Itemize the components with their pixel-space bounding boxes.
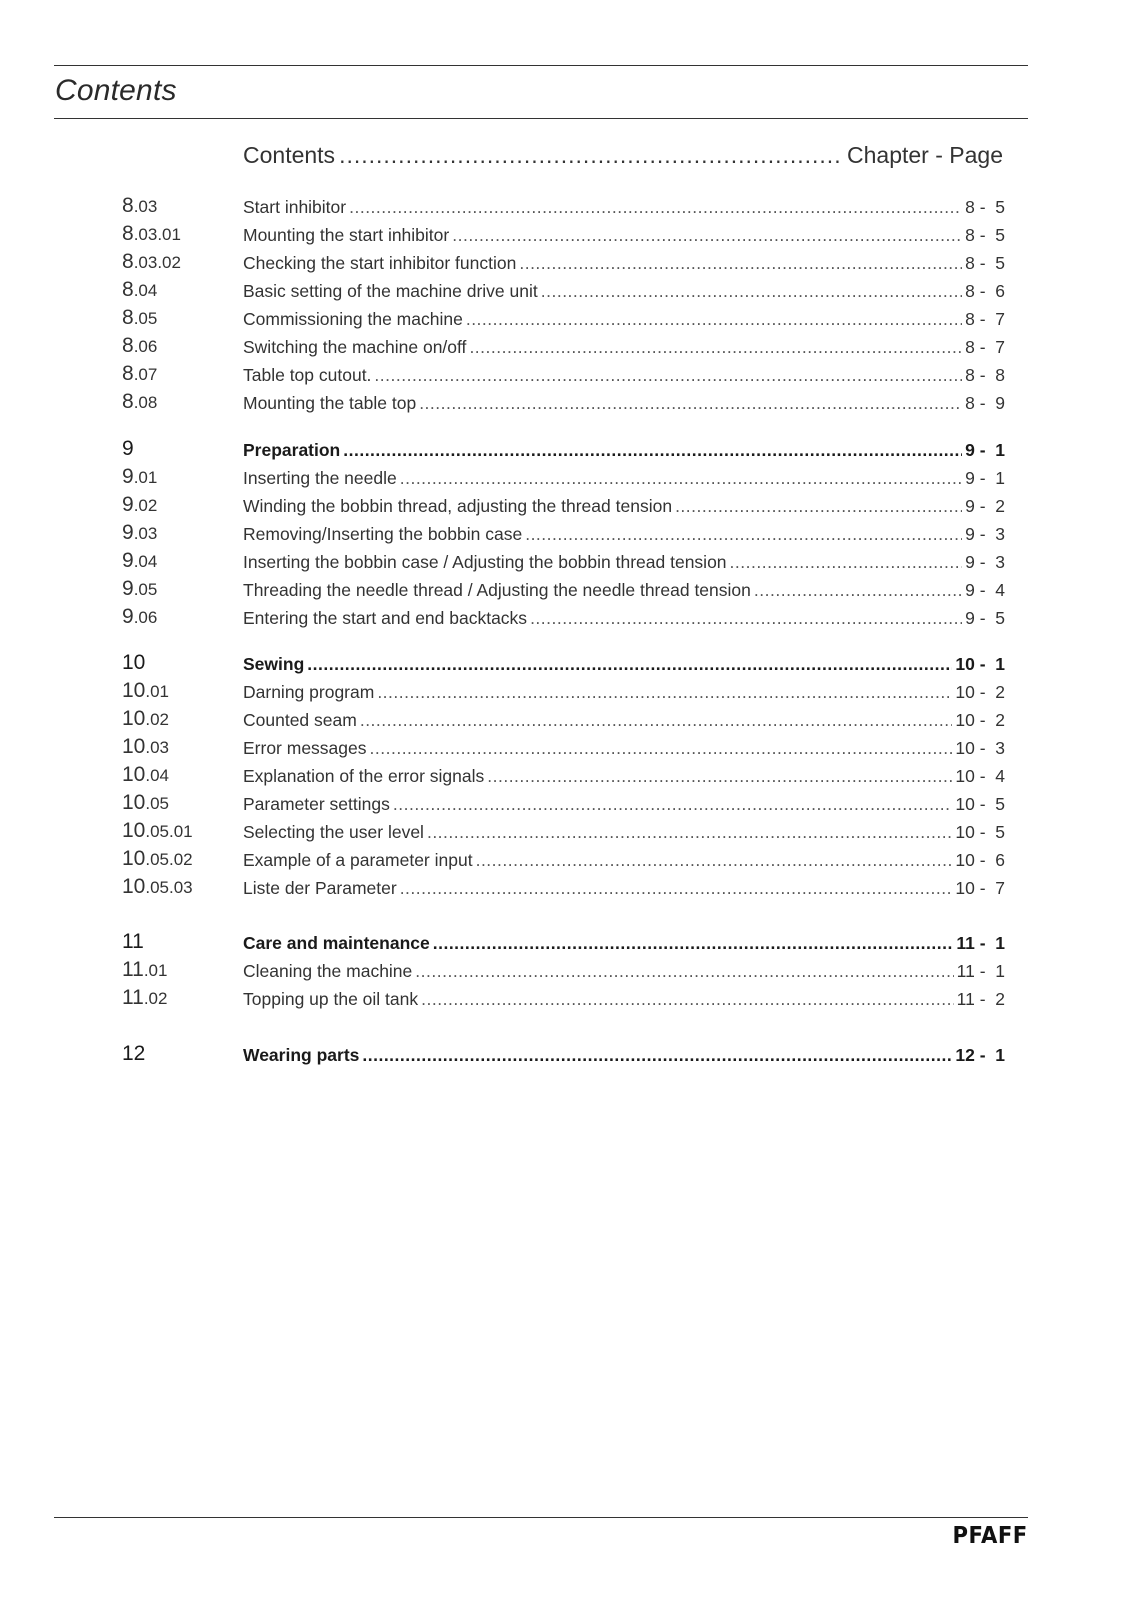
section-number (122, 605, 157, 629)
page-reference: 10 - 5 (955, 794, 1005, 814)
toc-entry (243, 961, 1005, 982)
section-number-major: 9 (122, 465, 134, 488)
section-number-minor: .04 (145, 766, 169, 785)
section-number-major: 8 (122, 362, 134, 385)
section-title: Counted seam (243, 710, 357, 730)
toc-entry (243, 468, 1005, 489)
section-number-major: 9 (122, 493, 134, 516)
toc-chapter-row[interactable] (0, 437, 1131, 463)
page-reference: 8 - 7 (965, 309, 1005, 329)
page-reference: 9 - 1 (965, 440, 1005, 460)
page-reference: 8 - 8 (965, 365, 1005, 385)
toc-row[interactable] (0, 222, 1131, 248)
toc-row[interactable] (0, 847, 1131, 873)
toc-heading-leader (339, 142, 843, 169)
toc-entry (243, 524, 1005, 545)
section-number (122, 521, 157, 545)
toc-row[interactable] (0, 679, 1131, 705)
toc-entry (243, 496, 1005, 517)
toc-row[interactable] (0, 819, 1131, 845)
toc-row[interactable] (0, 577, 1131, 603)
section-number-major: 9 (122, 605, 134, 628)
page-reference: 12 - 1 (955, 1045, 1005, 1065)
page-reference: 8 - 5 (965, 253, 1005, 273)
section-number (122, 390, 157, 414)
section-number-minor: .05 (133, 580, 158, 599)
section-number-minor: .08 (133, 393, 158, 412)
section-number (122, 306, 157, 330)
toc-entry (243, 989, 1005, 1010)
section-title: Error messages (243, 738, 367, 758)
section-number (122, 763, 169, 787)
section-number-major: 10 (122, 679, 146, 702)
dot-leader (400, 878, 953, 899)
dot-leader (487, 766, 952, 787)
section-title: Cleaning the machine (243, 961, 413, 981)
toc-entry (243, 738, 1005, 759)
top-rule (54, 65, 1028, 66)
section-number-major: 10 (122, 735, 146, 758)
dot-leader (519, 253, 962, 274)
toc-entry (243, 393, 1005, 414)
section-number-major: 10 (122, 791, 146, 814)
toc-entry (243, 253, 1005, 274)
dot-leader (370, 738, 953, 759)
section-title: Switching the machine on/off (243, 337, 467, 357)
section-number-major: 10 (122, 875, 146, 898)
dot-leader (349, 197, 962, 218)
dot-leader (530, 608, 962, 629)
section-number (122, 437, 134, 461)
section-number-major: 11 (122, 986, 144, 1009)
section-number-minor: .01 (133, 468, 158, 487)
toc-row[interactable] (0, 707, 1131, 733)
toc-row[interactable] (0, 791, 1131, 817)
toc-entry (243, 440, 1005, 461)
section-title: Topping up the oil tank (243, 989, 419, 1009)
section-number-minor: .03.02 (133, 253, 181, 272)
dot-leader (427, 822, 952, 843)
section-number-minor: .02 (145, 710, 169, 729)
dot-leader (421, 989, 954, 1010)
page-reference: 11 - 1 (956, 933, 1005, 953)
dot-leader (307, 654, 952, 675)
section-number (122, 819, 193, 843)
dot-leader (469, 337, 962, 358)
dot-leader (476, 850, 953, 871)
page-reference: 11 - 1 (956, 961, 1005, 981)
toc-entry (243, 197, 1005, 218)
page-reference: 9 - 2 (965, 496, 1005, 516)
title-rule (54, 118, 1028, 119)
section-number (122, 791, 169, 815)
page-reference: 9 - 3 (965, 552, 1005, 572)
section-title: Inserting the bobbin case / Adjusting the bobbin thread tension (243, 552, 727, 572)
section-number-major: 8 (122, 390, 134, 413)
toc-entry (243, 608, 1005, 629)
section-number-major: 10 (122, 651, 146, 674)
page-reference: 9 - 4 (965, 580, 1005, 600)
section-title: Example of a parameter input (243, 850, 473, 870)
section-number-minor: .03 (133, 197, 158, 216)
toc-entry (243, 682, 1005, 703)
page-reference: 8 - 5 (965, 225, 1005, 245)
section-number (122, 707, 169, 731)
page-reference: 8 - 6 (965, 281, 1005, 301)
toc-heading (243, 142, 1003, 169)
toc-row[interactable] (0, 194, 1131, 220)
toc-row[interactable] (0, 390, 1131, 416)
dot-leader (754, 580, 962, 601)
dot-leader (362, 1045, 952, 1066)
section-number-major: 9 (122, 521, 134, 544)
toc-entry (243, 878, 1005, 899)
dot-leader (377, 682, 952, 703)
page-reference: 9 - 5 (965, 608, 1005, 628)
section-title: Selecting the user level (243, 822, 424, 842)
section-number (122, 735, 169, 759)
section-number (122, 1042, 145, 1066)
section-title: Winding the bobbin thread, adjusting the thread tension (243, 496, 673, 516)
section-number-major: 8 (122, 222, 134, 245)
toc-row[interactable] (0, 362, 1131, 388)
toc-row[interactable] (0, 875, 1131, 901)
section-title: Removing/Inserting the bobbin case (243, 524, 523, 544)
section-title: Start inhibitor (243, 197, 347, 217)
dot-leader (360, 710, 953, 731)
toc-row[interactable] (0, 250, 1131, 276)
page-reference: 10 - 6 (955, 850, 1005, 870)
section-title: Care and maintenance (243, 933, 430, 953)
section-number-major: 8 (122, 278, 134, 301)
section-title: Parameter settings (243, 794, 390, 814)
toc-row[interactable] (0, 549, 1131, 575)
section-title: Sewing (243, 654, 305, 674)
toc-row[interactable] (0, 763, 1131, 789)
toc-chapter-row[interactable] (0, 1042, 1131, 1068)
section-number-major: 12 (122, 1042, 146, 1065)
toc-entry (243, 281, 1005, 302)
section-number-major: 8 (122, 306, 134, 329)
toc-row[interactable] (0, 958, 1131, 984)
section-number-major: 10 (122, 763, 146, 786)
section-number (122, 549, 157, 573)
section-number (122, 465, 157, 489)
section-number-minor: .05 (133, 309, 158, 328)
section-number-major: 10 (122, 819, 146, 842)
section-number-minor: .03 (145, 738, 169, 757)
dot-leader (393, 794, 953, 815)
section-number (122, 362, 157, 386)
toc-row[interactable] (0, 278, 1131, 304)
toc-entry (243, 365, 1005, 386)
toc-row[interactable] (0, 465, 1131, 491)
toc-row[interactable] (0, 493, 1131, 519)
section-title: Commissioning the machine (243, 309, 463, 329)
section-number-major: 8 (122, 194, 134, 217)
section-number (122, 930, 144, 954)
section-number (122, 986, 167, 1010)
section-number (122, 250, 181, 274)
page-reference: 11 - 2 (956, 989, 1005, 1009)
section-number-minor: .06 (133, 337, 158, 356)
dot-leader (675, 496, 962, 517)
section-number (122, 679, 169, 703)
footer-rule (54, 1517, 1028, 1518)
section-number-major: 9 (122, 549, 134, 572)
section-title: Darning program (243, 682, 375, 702)
toc-row[interactable] (0, 306, 1131, 332)
section-number (122, 577, 157, 601)
dot-leader (433, 933, 954, 954)
section-number-minor: .05 (145, 794, 169, 813)
section-title: Liste der Parameter (243, 878, 397, 898)
toc-entry (243, 654, 1005, 675)
section-number-major: 9 (122, 437, 134, 460)
section-number-minor: .02 (143, 989, 168, 1008)
toc-row[interactable] (0, 605, 1131, 631)
section-number-minor: .02 (133, 496, 158, 515)
section-number-minor: .03.01 (133, 225, 181, 244)
section-number-minor: .01 (143, 961, 168, 980)
section-number-minor: .03 (133, 524, 158, 543)
dot-leader (466, 309, 962, 330)
page-reference: 10 - 2 (955, 710, 1005, 730)
section-number-major: 10 (122, 707, 146, 730)
dot-leader (374, 365, 962, 386)
toc-entry (243, 309, 1005, 330)
toc-row[interactable] (0, 334, 1131, 360)
page-reference: 10 - 5 (955, 822, 1005, 842)
section-title: Mounting the start inhibitor (243, 225, 450, 245)
page-reference: 9 - 3 (965, 524, 1005, 544)
section-number (122, 651, 145, 675)
section-number-minor: .04 (133, 552, 158, 571)
section-number-major: 9 (122, 577, 134, 600)
toc-heading-right: Chapter - Page (847, 142, 1003, 168)
section-number (122, 958, 167, 982)
toc-entry (243, 822, 1005, 843)
section-title: Wearing parts (243, 1045, 360, 1065)
section-title: Threading the needle thread / Adjusting the needle thread tension (243, 580, 751, 600)
section-number (122, 847, 193, 871)
toc-row[interactable] (0, 735, 1131, 761)
toc-entry (243, 794, 1005, 815)
section-title: Checking the start inhibitor function (243, 253, 517, 273)
section-number (122, 194, 157, 218)
section-number-minor: .05.01 (145, 822, 193, 841)
dot-leader (415, 961, 953, 982)
section-title: Preparation (243, 440, 341, 460)
page-reference: 8 - 5 (965, 197, 1005, 217)
toc-entry (243, 225, 1005, 246)
toc-row[interactable] (0, 986, 1131, 1012)
page-reference: 8 - 9 (965, 393, 1005, 413)
section-number (122, 334, 157, 358)
page-reference: 10 - 7 (955, 878, 1005, 898)
section-number-major: 8 (122, 334, 134, 357)
brand-logo: PFAFF (952, 1523, 1028, 1549)
toc-entry (243, 850, 1005, 871)
page-reference: 9 - 1 (965, 468, 1005, 488)
dot-leader (525, 524, 962, 545)
section-title: Inserting the needle (243, 468, 397, 488)
section-number-minor: .05.02 (145, 850, 193, 869)
section-title: Table top cutout. (243, 365, 372, 385)
toc-chapter-row[interactable] (0, 930, 1131, 956)
dot-leader (400, 468, 962, 489)
toc-entry (243, 710, 1005, 731)
section-number-minor: .07 (133, 365, 158, 384)
dot-leader (541, 281, 962, 302)
page-reference: 10 - 1 (955, 654, 1005, 674)
section-title: Mounting the table top (243, 393, 417, 413)
toc-entry (243, 766, 1005, 787)
dot-leader (343, 440, 962, 461)
section-number-major: 11 (122, 958, 144, 981)
toc-entry (243, 337, 1005, 358)
section-number (122, 278, 157, 302)
page-reference: 10 - 2 (955, 682, 1005, 702)
section-number-minor: .01 (145, 682, 169, 701)
section-title: Entering the start and end backtacks (243, 608, 528, 628)
section-number-minor: .06 (133, 608, 158, 627)
toc-heading-label: Contents (243, 142, 336, 168)
section-title: Explanation of the error signals (243, 766, 485, 786)
section-number-minor: .04 (133, 281, 158, 300)
toc-chapter-row[interactable] (0, 651, 1131, 677)
page-reference: 10 - 3 (955, 738, 1005, 758)
toc-entry (243, 580, 1005, 601)
section-number-major: 8 (122, 250, 134, 273)
section-number-minor: .05.03 (145, 878, 193, 897)
section-number (122, 875, 193, 899)
toc-entry (243, 1045, 1005, 1066)
dot-leader (452, 225, 962, 246)
dot-leader (730, 552, 963, 573)
page-title: Contents (55, 74, 177, 107)
page-reference: 8 - 7 (965, 337, 1005, 357)
toc-row[interactable] (0, 521, 1131, 547)
section-number (122, 222, 181, 246)
section-number-major: 10 (122, 847, 146, 870)
section-title: Basic setting of the machine drive unit (243, 281, 538, 301)
toc-entry (243, 552, 1005, 573)
section-number (122, 493, 157, 517)
toc-entry (243, 933, 1005, 954)
dot-leader (419, 393, 962, 414)
page-reference: 10 - 4 (955, 766, 1005, 786)
section-number-major: 11 (122, 930, 144, 953)
